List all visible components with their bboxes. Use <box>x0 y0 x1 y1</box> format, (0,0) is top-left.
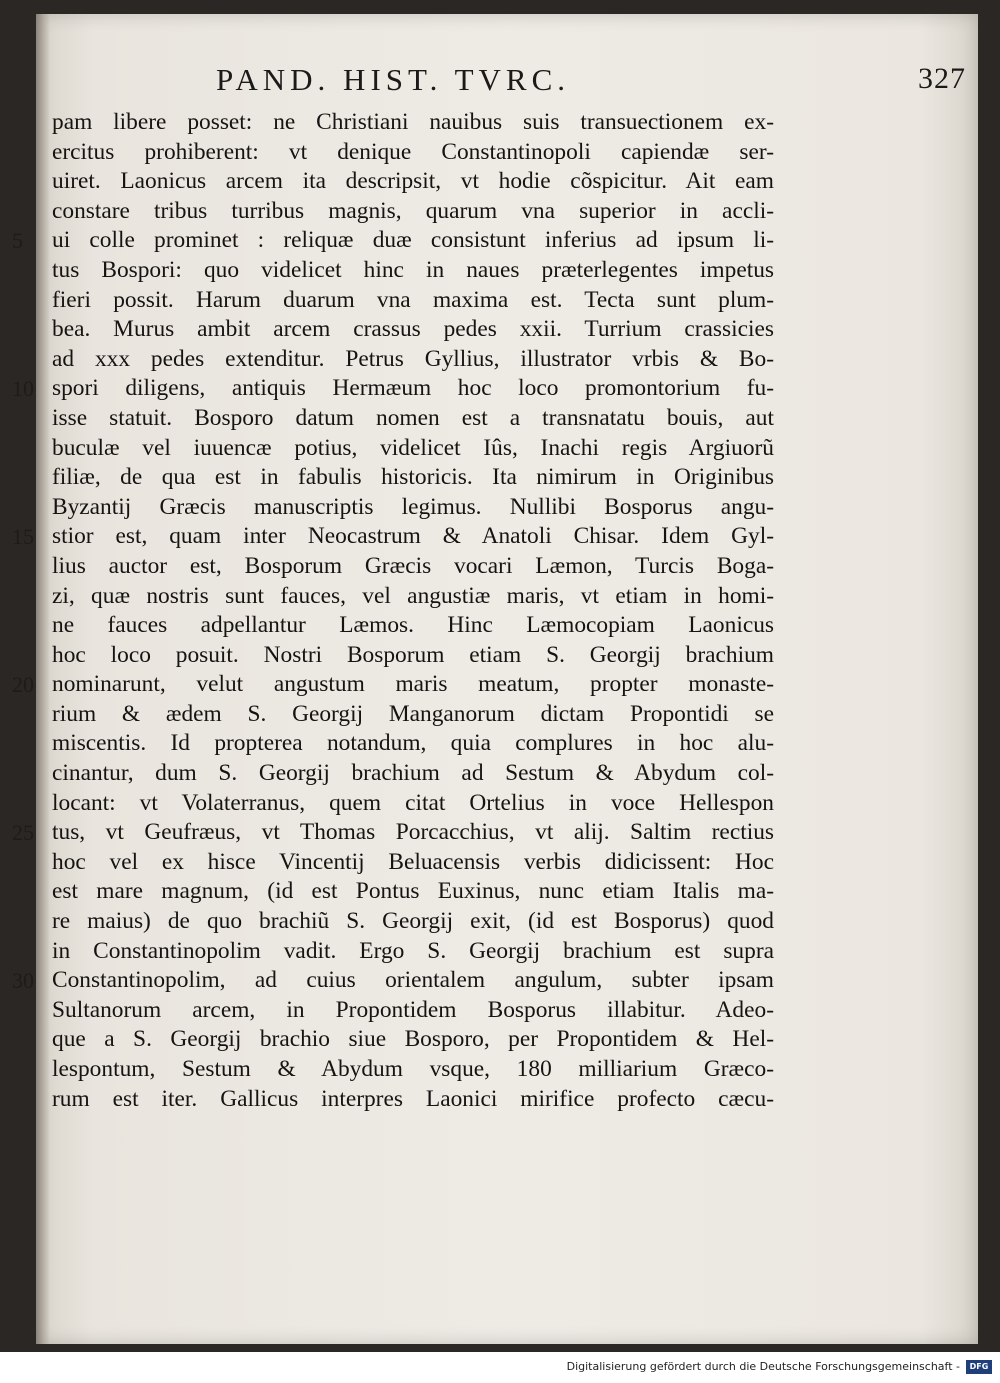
text-line <box>12 522 774 552</box>
line-number: 30 <box>12 968 34 994</box>
line-text: isse statuit. Bosporo datum nomen est a transnatatu bouis, aut <box>52 404 774 431</box>
line-number: 10 <box>12 376 34 402</box>
line-number: 20 <box>12 672 34 698</box>
line-text: que a S. Georgij brachio siue Bosporo, per Propontidem & Hel- <box>52 1026 774 1053</box>
page-header <box>180 62 966 102</box>
line-text: lius auctor est, Bosporum Græcis vocari Læmon, Turcis Boga- <box>52 552 774 579</box>
text-line <box>52 729 774 759</box>
text-line <box>52 493 774 523</box>
running-head: PAND. HIST. TVRC. <box>216 62 571 97</box>
line-text: ui colle prominet : reliquæ duæ consistunt inferius ad ipsum li- <box>52 227 774 254</box>
text-line <box>52 286 774 316</box>
line-text: uiret. Laonicus arcem ita descripsit, vt hodie cõspicitur. Ait eam <box>52 168 774 195</box>
funding-credit: Digitalisierung gefördert durch die Deutsche Forschungsgemeinschaft - <box>566 1360 960 1373</box>
text-line <box>52 138 774 168</box>
line-text: lespontum, Sestum & Abydum vsque, 180 milliarium Græco- <box>52 1056 774 1082</box>
line-text: fieri possit. Harum duarum vna maxima est. Tecta sunt plum- <box>52 286 774 313</box>
dfg-logo-text: DFG <box>969 1362 989 1371</box>
body-text <box>12 108 774 1114</box>
line-text: Sultanorum arcem, in Propontidem Bosporus illabitur. Adeo- <box>52 996 774 1023</box>
line-text: stior est, quam inter Neocastrum & Anatoli Chisar. Idem Gyl- <box>52 523 774 550</box>
line-text: ne fauces adpellantur Læmos. Hinc Læmocopiam Laonicus <box>52 612 774 639</box>
line-text: hoc loco posuit. Nostri Bosporum etiam S. Georgij brachium <box>52 641 774 668</box>
line-text: ad xxx pedes extenditur. Petrus Gyllius, illustrator vrbis & Bo- <box>52 345 774 372</box>
text-line <box>52 611 774 641</box>
text-line <box>52 256 774 286</box>
line-text: Constantinopolim, ad cuius orientalem angulum, subter ipsam <box>52 967 774 994</box>
text-line <box>52 404 774 434</box>
text-line <box>52 552 774 582</box>
line-text: Byzantij Græcis manuscriptis legimus. Nullibi Bosporus angu- <box>52 493 774 520</box>
text-line <box>52 789 774 819</box>
text-line <box>52 996 774 1026</box>
text-line <box>52 848 774 878</box>
line-text: buculæ vel iuuencæ potius, videlicet Iûs, Inachi regis Argiuorũ <box>52 434 774 461</box>
line-text: cinantur, dum S. Georgij brachium ad Sestum & Abydum col- <box>52 760 774 787</box>
text-line <box>52 197 774 227</box>
dfg-logo <box>966 1360 992 1374</box>
line-text: hoc vel ex hisce Vincentij Beluacensis verbis didicissent: Hoc <box>52 848 774 875</box>
text-line <box>52 937 774 967</box>
line-text: constare tribus turribus magnis, quarum vna superior in accli- <box>52 197 774 224</box>
text-line <box>52 877 774 907</box>
text-line <box>52 907 774 937</box>
text-line <box>52 434 774 464</box>
text-line <box>52 582 774 612</box>
line-number: 15 <box>12 524 34 550</box>
line-text: re maius) de quo brachiũ S. Georgij exit, (id est Bosporus) quod <box>52 908 774 935</box>
text-line <box>12 818 774 848</box>
line-text: tus Bospori: quo videlicet hinc in naues præterlegentes impetus <box>52 256 774 283</box>
line-text: miscentis. Id propterea notandum, quia complures in hoc alu- <box>52 730 774 757</box>
text-line <box>52 167 774 197</box>
line-text: spori diligens, antiquis Hermæum hoc loco promontorium fu- <box>52 375 774 402</box>
text-line <box>52 700 774 730</box>
text-line <box>52 1055 774 1085</box>
line-text: nominarunt, velut angustum maris meatum, propter monaste- <box>52 671 774 698</box>
text-line <box>12 374 774 404</box>
line-number: 5 <box>12 228 23 254</box>
page-number: 327 <box>918 62 966 95</box>
line-text: zi, quæ nostris sunt fauces, vel angustiæ maris, vt etiam in homi- <box>52 582 774 609</box>
text-line <box>52 345 774 375</box>
text-line <box>52 641 774 671</box>
line-text: tus, vt Geufræus, vt Thomas Porcacchius, vt alij. Saltim rectius <box>52 819 774 846</box>
text-line <box>52 463 774 493</box>
text-line <box>52 1025 774 1055</box>
text-line <box>12 226 774 256</box>
line-text: filiæ, de qua est in fabulis historicis. Ita nimirum in Originibus <box>52 464 774 491</box>
text-line <box>52 108 774 138</box>
text-line <box>52 759 774 789</box>
line-text: in Constantinopolim vadit. Ergo S. Georgij brachium est supra <box>52 937 774 964</box>
text-line <box>12 670 774 700</box>
line-text: bea. Murus ambit arcem crassus pedes xxii. Turrium crassicies <box>52 316 774 343</box>
line-text: ercitus prohiberent: vt denique Constantinopoli capiendæ ser- <box>52 138 774 165</box>
line-text: rum est iter. Gallicus interpres Laonici mirifice profecto cæcu- <box>52 1085 774 1112</box>
line-text: rium & ædem S. Georgij Manganorum dictam Propontidi se <box>52 700 774 727</box>
text-line <box>52 1085 774 1115</box>
footer-bar <box>0 1352 1000 1383</box>
text-line <box>12 966 774 996</box>
text-line <box>52 315 774 345</box>
line-text: est mare magnum, (id est Pontus Euxinus, nunc etiam Italis ma- <box>52 878 774 905</box>
line-text: pam libere posset: ne Christiani nauibus suis transuectionem ex- <box>52 109 774 135</box>
line-text: locant: vt Volaterranus, quem citat Ortelius in voce Hellespon <box>52 789 774 816</box>
line-number: 25 <box>12 820 34 846</box>
